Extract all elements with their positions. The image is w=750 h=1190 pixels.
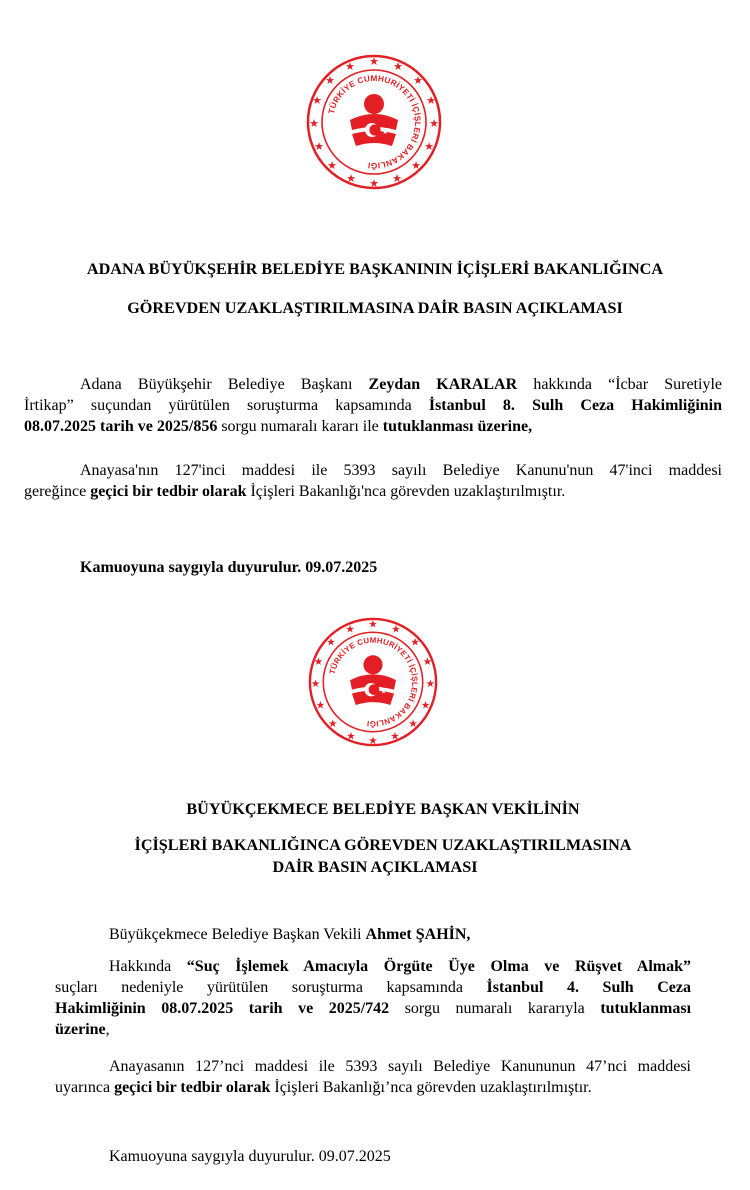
ministry-seal-graphic [306, 54, 442, 190]
svg-text:★: ★ [325, 75, 335, 87]
notice2-title-line1: BÜYÜKÇEKMECE BELEDİYE BAŞKAN VEKİLİNİN [186, 800, 580, 818]
svg-text:TÜRKİYE CUMHURİYETİ İÇİŞLERİ B: TÜRKİYE CUMHURİYETİ İÇİŞLERİ BAKANLIĞI [326, 73, 423, 171]
ministry-seal-2 [308, 617, 438, 747]
svg-text:★: ★ [368, 736, 378, 747]
svg-text:★: ★ [392, 173, 402, 185]
svg-text:★: ★ [393, 61, 403, 73]
svg-text:★: ★ [313, 656, 324, 668]
notice2-title-line3: DAİR BASIN AÇIKLAMASI [272, 858, 478, 876]
svg-text:TÜRKİYE CUMHURİYETİ İÇİŞLERİ B: TÜRKİYE CUMHURİYETİ İÇİŞLERİ BAKANLIĞI [327, 635, 420, 729]
svg-text:★: ★ [369, 56, 379, 68]
svg-text:★: ★ [390, 731, 400, 743]
svg-text:★: ★ [328, 718, 338, 730]
svg-text:★: ★ [314, 141, 324, 153]
notice1-paragraph1: Adana Büyükşehir Belediye Başkanı Zeydan KARALAR hakkında “İcbar Suretiyle İrtikap” suçundan yürütülen soruşturma kapsamında İstanbul 8. Sulh Ceza Hakimliğinin 08.07.2025 tarih ve 2025/856 sorgu numaralı kararı ile tutuklanması üzerine, [24, 376, 723, 435]
svg-text:★: ★ [422, 656, 433, 668]
svg-text:★: ★ [309, 118, 319, 130]
svg-text:★: ★ [368, 619, 378, 631]
notice1-paragraph2: Anayasa'nın 127'inci maddesi ile 5393 sayılı Belediye Kanunu'nun 47'inci maddesi gereğince geçici bir tedbir olarak İçişleri Bakanlığı'nca görevden uzaklaştırılmıştır. [24, 462, 722, 500]
svg-text:★: ★ [346, 173, 356, 185]
notice1-closing: Kamuoyuna saygıyla duyurulur. 09.07.2025 [80, 559, 378, 576]
notice2-paragraph3: Anayasanın 127’nci maddesi ile 5393 sayılı Belediye Kanununun 47’nci maddesi uyarınca geçici bir tedbir olarak İçişleri Bakanlığı’nca görevden uzaklaştırılmıştır. [55, 1058, 691, 1096]
svg-text:★: ★ [380, 688, 387, 696]
ministry-seal [306, 54, 442, 190]
notice1-title-line1: ADANA BÜYÜKŞEHİR BELEDİYE BAŞKANININ İÇİŞLERİ BAKANLIĞINCA [86, 260, 664, 278]
svg-text:★: ★ [315, 700, 326, 712]
svg-text:★: ★ [410, 637, 420, 649]
notice2-closing: Kamuoyuna saygıyla duyurulur. 09.07.2025 [109, 1148, 391, 1165]
notice1-title-line2: GÖREVDEN UZAKLAŞTIRILMASINA DAİR BASIN AÇIKLAMASI [127, 299, 623, 317]
svg-text:★: ★ [391, 624, 401, 636]
svg-text:★: ★ [326, 637, 336, 649]
notice2-paragraph1: Büyükçekmece Belediye Başkan Vekili Ahmet ŞAHİN, [109, 926, 471, 943]
svg-text:★: ★ [327, 160, 337, 172]
svg-text:★: ★ [429, 118, 439, 130]
svg-text:★: ★ [369, 178, 379, 190]
notice2-title-line2: İÇİŞLERİ BAKANLIĞINCA GÖREVDEN UZAKLAŞTIRILMASINA [134, 836, 632, 854]
svg-text:★: ★ [420, 700, 431, 712]
svg-text:★: ★ [413, 75, 423, 87]
notice2-paragraph2: Hakkında “Suç İşlemek Amacıyla Örgüte Üye Olma ve Rüşvet Almak” suçları nedeniyle yürütülen soruşturma kapsamında İstanbul 4. Sulh Ceza Hakimliğinin 08.07.2025 tarih ve 2025/742 sorgu numaralı kararıyla tutuklanması üzerine, [55, 958, 692, 1038]
svg-text:★: ★ [426, 95, 436, 107]
svg-text:★: ★ [424, 141, 434, 153]
ministry-seal-graphic-2 [308, 617, 438, 747]
svg-text:★: ★ [411, 160, 421, 172]
svg-text:★: ★ [408, 718, 418, 730]
svg-text:★: ★ [345, 624, 355, 636]
svg-text:★: ★ [382, 128, 389, 136]
svg-text:★: ★ [345, 61, 355, 73]
svg-text:★: ★ [425, 678, 436, 690]
svg-text:★: ★ [312, 95, 322, 107]
svg-text:★: ★ [310, 678, 321, 690]
svg-text:★: ★ [346, 731, 356, 743]
